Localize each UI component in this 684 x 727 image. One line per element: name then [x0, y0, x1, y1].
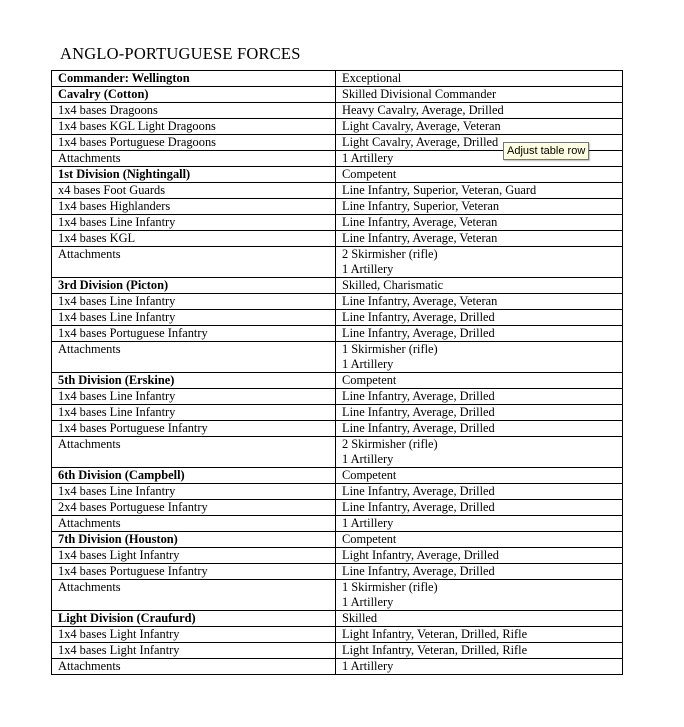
rating-line: 2 Skirmisher (rifle): [342, 437, 438, 451]
table-row-header[interactable]: [52, 71, 623, 87]
rating-line: Line Infantry, Superior, Veteran: [342, 199, 500, 213]
rating-line: Skilled Divisional Commander: [342, 87, 497, 101]
rating-line: 1 Artillery: [342, 262, 394, 276]
table-row-header[interactable]: [52, 87, 623, 103]
unit-cell[interactable]: 1x4 bases Line Infantry: [52, 215, 336, 231]
table-row-header[interactable]: [52, 468, 623, 484]
rating-cell[interactable]: [336, 468, 623, 484]
unit-cell[interactable]: 1x4 bases Line Infantry: [52, 310, 336, 326]
table-row-header[interactable]: [52, 167, 623, 183]
unit-cell[interactable]: 1x4 bases Highlanders: [52, 199, 336, 215]
rating-line: Line Infantry, Average, Veteran: [342, 215, 498, 229]
rating-cell[interactable]: [336, 516, 623, 532]
rating-line: Line Infantry, Average, Drilled: [342, 405, 495, 419]
rating-line: Skilled: [342, 611, 378, 625]
table-row-header[interactable]: [52, 373, 623, 389]
rating-cell[interactable]: [336, 437, 623, 468]
table-row[interactable]: [52, 389, 623, 405]
unit-cell[interactable]: 1x4 bases Line Infantry: [52, 484, 336, 500]
table-row[interactable]: [52, 247, 623, 278]
unit-cell[interactable]: 1x4 bases Portuguese Infantry: [52, 564, 336, 580]
table-row-header[interactable]: [52, 278, 623, 294]
table-row[interactable]: [52, 580, 623, 611]
table-row[interactable]: [52, 326, 623, 342]
table-row[interactable]: [52, 437, 623, 468]
rating-cell[interactable]: [336, 231, 623, 247]
unit-cell[interactable]: 1x4 bases Dragoons: [52, 103, 336, 119]
rating-line: 1 Artillery: [342, 659, 394, 673]
table-row[interactable]: [52, 484, 623, 500]
unit-cell[interactable]: 3rd Division (Picton): [52, 278, 336, 294]
table-row[interactable]: [52, 627, 623, 643]
rating-cell[interactable]: [336, 247, 623, 278]
rating-cell[interactable]: [336, 278, 623, 294]
unit-cell[interactable]: 1x4 bases Line Infantry: [52, 389, 336, 405]
rating-line: Line Infantry, Average, Veteran: [342, 294, 498, 308]
rating-cell[interactable]: [336, 215, 623, 231]
unit-cell[interactable]: 1x4 bases Light Infantry: [52, 627, 336, 643]
rating-cell[interactable]: [336, 103, 623, 119]
table-row[interactable]: [52, 548, 623, 564]
rating-line: Competent: [342, 532, 397, 546]
rating-line: Light Cavalry, Average, Veteran: [342, 119, 501, 133]
rating-cell[interactable]: [336, 87, 623, 103]
table-row[interactable]: [52, 564, 623, 580]
unit-cell[interactable]: Cavalry (Cotton): [52, 87, 336, 103]
rating-line: Competent: [342, 373, 397, 387]
rating-line: 1 Artillery: [342, 595, 394, 609]
document-title: ANGLO-PORTUGUESE FORCES: [60, 44, 301, 63]
unit-cell[interactable]: x4 bases Foot Guards: [52, 183, 336, 199]
unit-cell[interactable]: Commander: Wellington: [52, 71, 336, 87]
rating-cell[interactable]: [336, 500, 623, 516]
rating-line: Line Infantry, Average, Drilled: [342, 389, 495, 403]
rating-cell[interactable]: [336, 326, 623, 342]
rating-line: 1 Artillery: [342, 516, 394, 530]
unit-cell[interactable]: Attachments: [52, 247, 336, 278]
table-row[interactable]: [52, 405, 623, 421]
unit-cell[interactable]: 1st Division (Nightingall): [52, 167, 336, 183]
rating-line: Skilled, Charismatic: [342, 278, 444, 292]
unit-cell[interactable]: Light Division (Craufurd): [52, 611, 336, 627]
table-row[interactable]: [52, 643, 623, 659]
rating-line: Line Infantry, Average, Veteran: [342, 231, 498, 245]
rating-line: Light Infantry, Average, Drilled: [342, 548, 499, 562]
table-row-header[interactable]: [52, 532, 623, 548]
rating-line: 2 Skirmisher (rifle): [342, 247, 438, 261]
table-row[interactable]: [52, 342, 623, 373]
unit-cell[interactable]: 1x4 bases Line Infantry: [52, 294, 336, 310]
table-row[interactable]: [52, 215, 623, 231]
rating-cell[interactable]: [336, 580, 623, 611]
unit-cell[interactable]: Attachments: [52, 342, 336, 373]
rating-line: Light Cavalry, Average, Drilled: [342, 135, 499, 149]
table-row[interactable]: [52, 310, 623, 326]
unit-cell[interactable]: 5th Division (Erskine): [52, 373, 336, 389]
table-row[interactable]: [52, 183, 623, 199]
unit-cell[interactable]: 1x4 bases Light Infantry: [52, 643, 336, 659]
rating-cell[interactable]: [336, 119, 623, 135]
rating-cell[interactable]: [336, 643, 623, 659]
unit-cell[interactable]: 1x4 bases KGL Light Dragoons: [52, 119, 336, 135]
rating-line: 1 Artillery: [342, 151, 394, 165]
unit-cell[interactable]: Attachments: [52, 659, 336, 675]
rating-line: Line Infantry, Average, Drilled: [342, 564, 495, 578]
unit-cell[interactable]: Attachments: [52, 580, 336, 611]
rating-line: Line Infantry, Average, Drilled: [342, 500, 495, 514]
rating-cell[interactable]: [336, 342, 623, 373]
rating-line: Light Infantry, Veteran, Drilled, Rifle: [342, 643, 528, 657]
rating-cell[interactable]: [336, 532, 623, 548]
table-row-header[interactable]: [52, 611, 623, 627]
rating-cell[interactable]: [336, 294, 623, 310]
rating-cell[interactable]: [336, 167, 623, 183]
rating-line: Line Infantry, Superior, Veteran, Guard: [342, 183, 537, 197]
table-row[interactable]: [52, 119, 623, 135]
rating-line: 1 Skirmisher (rifle): [342, 580, 438, 594]
rating-line: Line Infantry, Average, Drilled: [342, 326, 495, 340]
table-row[interactable]: [52, 199, 623, 215]
unit-cell[interactable]: 1x4 bases Line Infantry: [52, 405, 336, 421]
rating-line: Light Infantry, Veteran, Drilled, Rifle: [342, 627, 528, 641]
rating-line: Line Infantry, Average, Drilled: [342, 484, 495, 498]
unit-cell[interactable]: 1x4 bases Portuguese Infantry: [52, 421, 336, 437]
adjust-row-tooltip: Adjust table row: [503, 142, 589, 160]
rating-cell[interactable]: [336, 71, 623, 87]
rating-cell[interactable]: [336, 611, 623, 627]
unit-cell[interactable]: Attachments: [52, 516, 336, 532]
rating-cell[interactable]: [336, 199, 623, 215]
rating-line: Heavy Cavalry, Average, Drilled: [342, 103, 504, 117]
forces-table-body: [52, 71, 623, 675]
table-row[interactable]: [52, 103, 623, 119]
table-row[interactable]: [52, 294, 623, 310]
rating-line: 1 Skirmisher (rifle): [342, 342, 438, 356]
rating-line: 1 Artillery: [342, 452, 394, 466]
rating-cell[interactable]: [336, 421, 623, 437]
rating-line: Competent: [342, 167, 397, 181]
rating-cell[interactable]: [336, 548, 623, 564]
unit-cell[interactable]: Attachments: [52, 437, 336, 468]
rating-line: Exceptional: [342, 71, 402, 85]
table-row[interactable]: [52, 516, 623, 532]
table-row[interactable]: [52, 231, 623, 247]
rating-cell[interactable]: [336, 183, 623, 199]
unit-cell[interactable]: 1x4 bases Portuguese Infantry: [52, 326, 336, 342]
rating-cell[interactable]: [336, 373, 623, 389]
rating-line: Line Infantry, Average, Drilled: [342, 421, 495, 435]
rating-cell[interactable]: [336, 405, 623, 421]
rating-cell[interactable]: [336, 484, 623, 500]
unit-cell[interactable]: 7th Division (Houston): [52, 532, 336, 548]
rating-cell[interactable]: [336, 627, 623, 643]
unit-cell[interactable]: 1x4 bases Light Infantry: [52, 548, 336, 564]
rating-line: Line Infantry, Average, Drilled: [342, 310, 495, 324]
unit-cell[interactable]: 2x4 bases Portuguese Infantry: [52, 500, 336, 516]
table-row[interactable]: [52, 500, 623, 516]
rating-cell[interactable]: [336, 659, 623, 675]
unit-cell[interactable]: 1x4 bases KGL: [52, 231, 336, 247]
unit-cell[interactable]: Attachments: [52, 151, 336, 167]
rating-cell[interactable]: [336, 389, 623, 405]
table-row[interactable]: [52, 659, 623, 675]
table-row[interactable]: [52, 421, 623, 437]
unit-cell[interactable]: 6th Division (Campbell): [52, 468, 336, 484]
rating-cell[interactable]: [336, 564, 623, 580]
rating-line: Competent: [342, 468, 397, 482]
rating-cell[interactable]: [336, 310, 623, 326]
forces-table[interactable]: [51, 70, 623, 675]
unit-cell[interactable]: 1x4 bases Portuguese Dragoons: [52, 135, 336, 151]
rating-line: 1 Artillery: [342, 357, 394, 371]
